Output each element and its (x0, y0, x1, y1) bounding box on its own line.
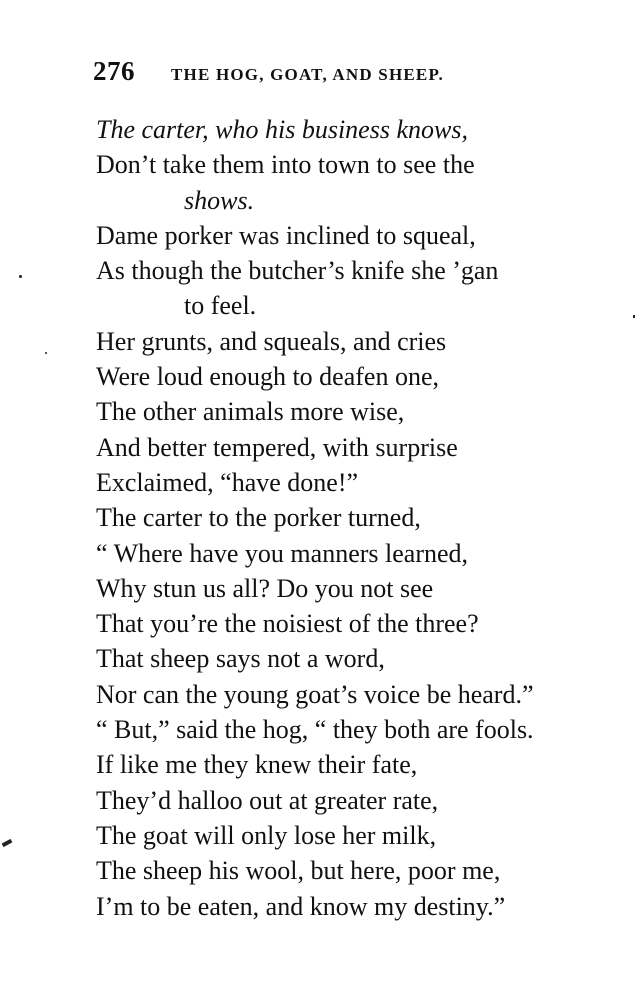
poem-line: I’m to be eaten, and know my destiny.” (96, 891, 506, 921)
poem-line: The other animals more wise, (96, 397, 405, 427)
poem-line: “ But,” said the hog, “ they both are fools. (96, 715, 534, 745)
poem-line: The sheep his wool, but here, poor me, (96, 856, 501, 886)
poem-line: And better tempered, with surprise (96, 432, 458, 462)
poem-line: shows. (184, 185, 255, 215)
scan-speck (19, 275, 22, 278)
poem-line: Were loud enough to deafen one, (96, 362, 440, 392)
running-head: THE HOG, GOAT, AND SHEEP. (171, 65, 444, 84)
poem-line: That sheep says not a word, (96, 644, 385, 674)
poem-line: Don’t take them into town to see the (96, 150, 475, 180)
poem-line: The carter to the porker turned, (96, 503, 421, 533)
poem-line: Exclaimed, “have done!” (96, 467, 359, 497)
page-header (93, 56, 444, 92)
poem-line: “ Where have you manners learned, (96, 538, 469, 568)
poem-line: to feel. (184, 291, 257, 321)
poem-line: Nor can the young goat’s voice be heard.” (96, 679, 534, 709)
poem-line: They’d halloo out at greater rate, (96, 785, 439, 815)
poem-text (0, 112, 641, 924)
scan-speck (45, 352, 47, 354)
scan-speck (633, 315, 635, 318)
poem-line: As though the butcher’s knife she ’gan (96, 256, 499, 286)
poem-line: That you’re the noisiest of the three? (96, 609, 479, 639)
poem-line: Why stun us all? Do you not see (96, 573, 434, 603)
page-number: 276 (93, 56, 135, 86)
poem-line: The goat will only lose her milk, (96, 820, 437, 850)
poem-line: Dame porker was inclined to squeal, (96, 220, 476, 250)
poem-line: If like me they knew their fate, (96, 750, 418, 780)
poem-line: The carter, who his business knows, (96, 115, 468, 144)
poem-line: Her grunts, and squeals, and cries (96, 326, 447, 356)
